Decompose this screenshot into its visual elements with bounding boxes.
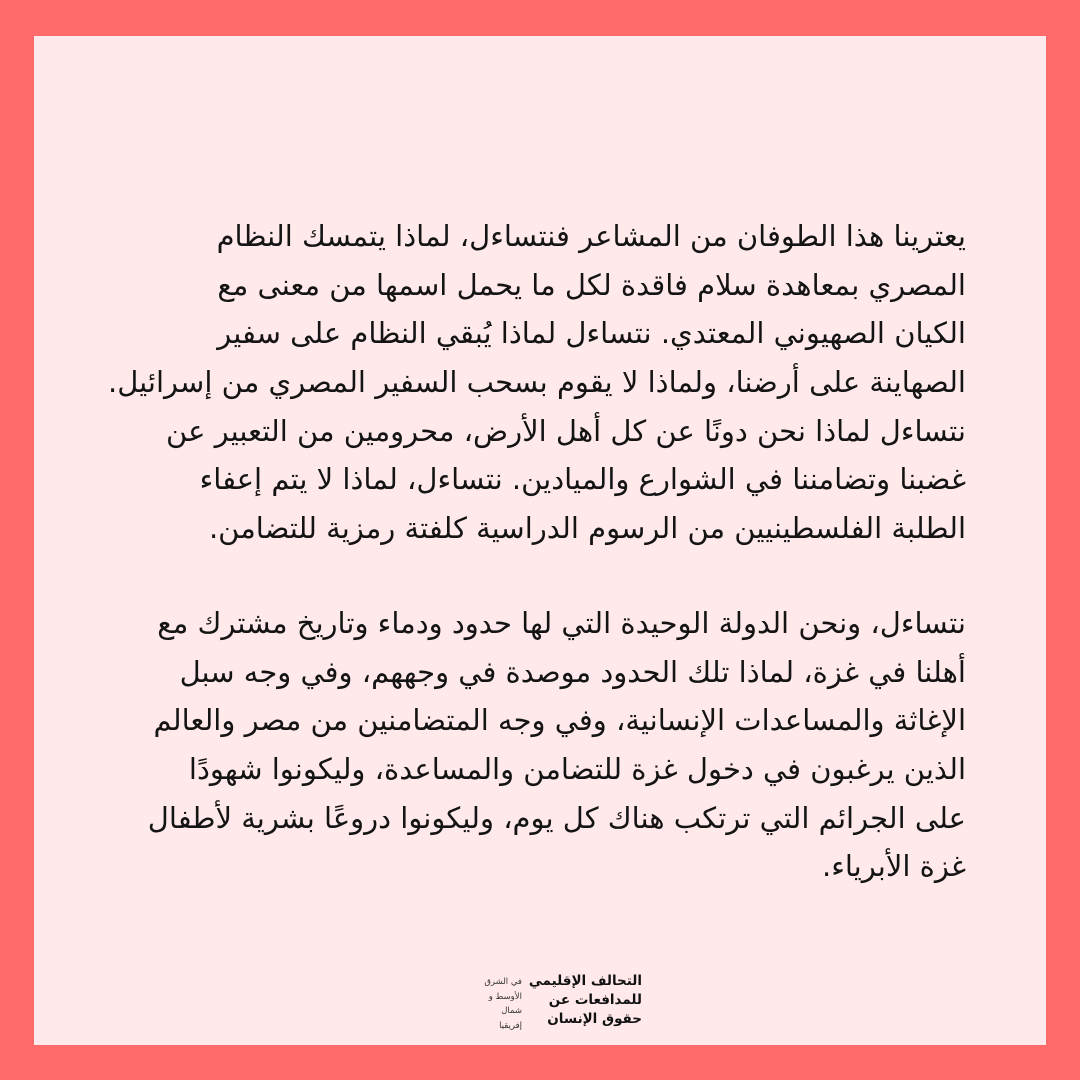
text-line: المصري بمعاهدة سلام فاقدة لكل ما يحمل اسمها من معنى مع (217, 267, 966, 302)
text-line: على الجرائم التي ترتكب هناك كل يوم، وليكونوا دروعًا بشرية لأطفال (147, 800, 966, 835)
logo-line: للمدافعات عن (548, 992, 642, 1008)
text-line: نتساءل لماذا نحن دونًا عن كل أهل الأرض، محرومين من التعبير عن (166, 413, 966, 448)
logo-region: إفريقيا (499, 1020, 522, 1031)
logo-line: التحالف الإقليمي (528, 973, 642, 989)
text-line: الطلبة الفلسطينيين من الرسوم الدراسية كلفتة رمزية للتضامن. (208, 511, 966, 546)
logo-main-text (529, 972, 642, 1029)
logo-region-text (484, 975, 522, 1033)
paragraph-1 (108, 212, 966, 553)
text-line: نتساءل، ونحن الدولة الوحيدة التي لها حدود ودماء وتاريخ مشترك مع (157, 605, 966, 640)
text-line: الكيان الصهيوني المعتدي. نتساءل لماذا يُبقي النظام على سفير (217, 316, 966, 351)
logo-region: شمال (501, 1006, 522, 1016)
text-line: الذين يرغبون في دخول غزة للتضامن والمساعدة، وليكونوا شهودًا (188, 751, 966, 786)
statement-text (108, 212, 966, 891)
logo-line: حقوق الإنسان (547, 1011, 642, 1027)
content-card (34, 36, 1046, 1045)
text-line: الصهاينة على أرضنا، ولماذا لا يقوم بسحب السفير المصري من إسرائيل. (108, 365, 966, 400)
text-line: غضبنا وتضامننا في الشوارع والميادين. نتساءل، لماذا لا يتم إعفاء (199, 462, 966, 497)
text-line: غزة الأبرياء. (821, 849, 966, 884)
text-line: الإغاثة والمساعدات الإنسانية، وفي وجه المتضامنين من مصر والعالم (153, 703, 966, 738)
logo-region: في الشرق (484, 977, 522, 987)
logo-region: الأوسط و (488, 991, 522, 1002)
text-line: أهلنا في غزة، لماذا تلك الحدود موصدة في وجههم، وفي وجه سبل (179, 654, 966, 689)
paragraph-spacer (114, 553, 966, 599)
coalition-logo (452, 972, 642, 1032)
text-line: يعترينا هذا الطوفان من المشاعر فنتساءل، لماذا يتمسك النظام (216, 219, 966, 253)
paragraph-2 (114, 599, 966, 891)
